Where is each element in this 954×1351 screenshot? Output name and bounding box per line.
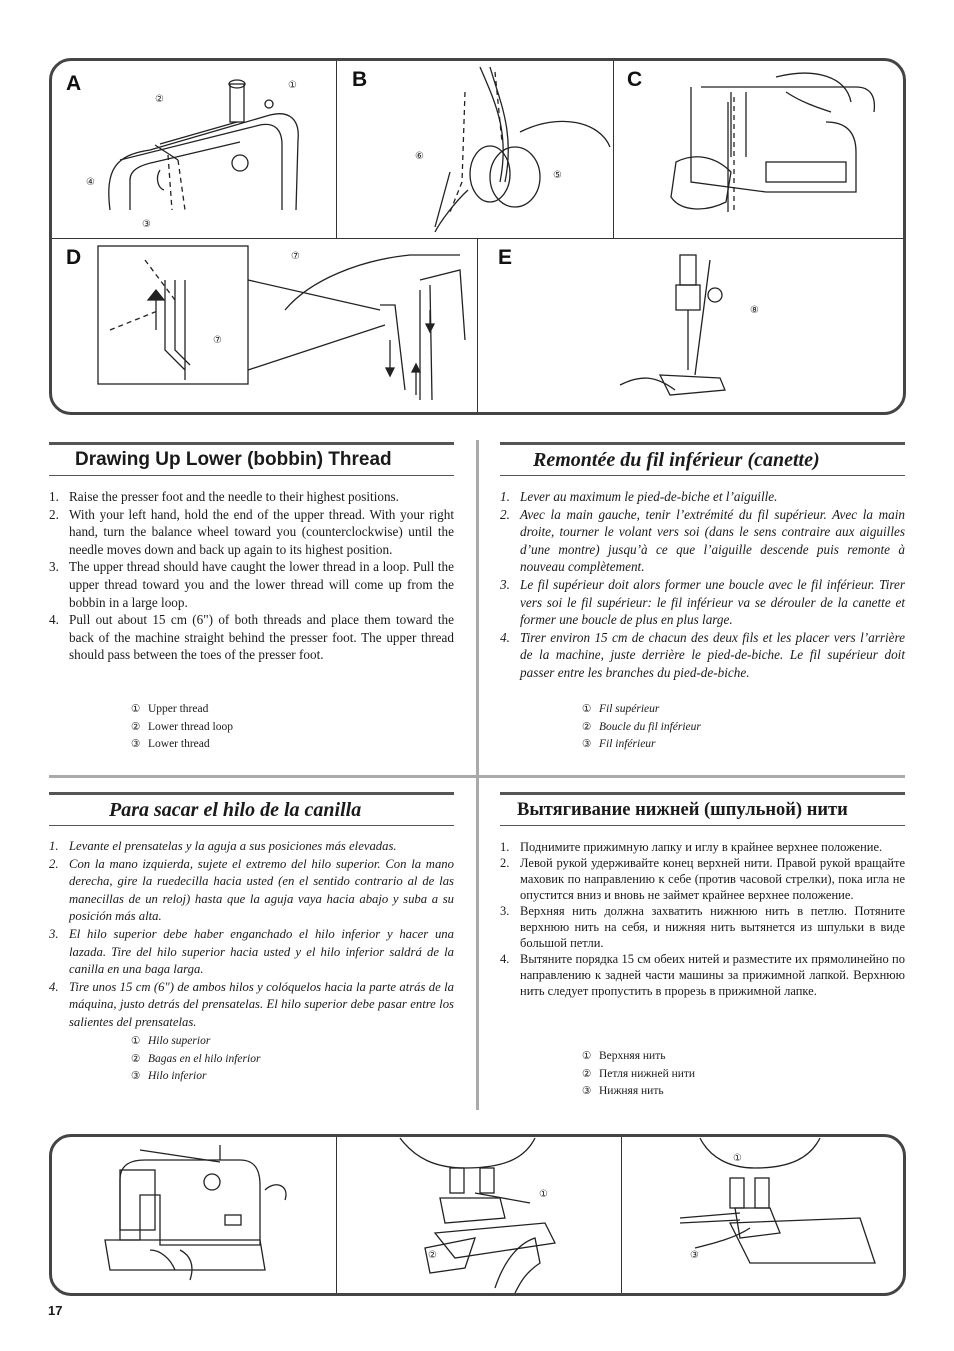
callout-legend [582,701,701,754]
callout-8: ⑧ [750,305,759,316]
instruction-steps [500,839,905,999]
step-item: 4. Pull out about 15 cm (6") of both threads and place them toward the back of the machine straight behind the presser foot. The upper thread should pass between the toes of the presser foot. [49,612,454,663]
legend-item: ② Петля нижней нити [582,1067,696,1080]
callout-7: ⑦ [213,335,222,346]
legend-item: ③ Hilo inferior [131,1070,207,1082]
callout-7: ⑦ [291,251,300,262]
instruction-steps [49,488,454,664]
legend-item: ③ Нижняя нить [582,1085,664,1097]
figure-letter-b: B [352,68,368,91]
callout-1: ① [733,1153,742,1164]
panel-divider [336,1137,337,1293]
callout-3: ③ [142,219,151,230]
step-item: 1. Levante el prensatelas y la aguja a sus posiciones más elevadas. [49,839,397,853]
callout-5: ⑤ [553,170,562,181]
step-item: 3. Le fil supérieur doit alors former une boucle avec le fil inférieur. Tirer vers soi le fil supérieur: le fil inférieur va se dérouler de la canette et former une boucle de plus en plus large. [500,576,905,628]
section-title: Вытягивание нижней (шпульной) нити [500,792,905,826]
bobbin-winder-detail-illustration [60,240,475,412]
thread-under-foot-illustration [345,1138,615,1293]
legend-item: ② Bagas en el hilo inferior [131,1052,261,1065]
callout-legend [582,1048,695,1101]
step-item: 1. Поднимите прижимную лапку и иглу в крайнее верхнее положение. [500,840,883,854]
legend-item: ① Верхняя нить [582,1050,666,1062]
callout-1: ① [539,1189,548,1200]
legend-item: ① Hilo superior [131,1035,211,1047]
figure-letter-c: C [627,68,643,91]
step-item: 2. Левой рукой удерживайте конец верхней нити. Правой рукой вращайте маховик по направлению к себе (против часовой стрелки), пока игла не опустится вниз и вновь не займет крайнее верхнее положение. [500,856,905,902]
panel-divider [336,61,337,238]
callout-4: ④ [86,177,95,188]
legend-item: ③ Fil inférieur [582,738,656,750]
instruction-steps [500,488,905,682]
step-item: 1. Raise the presser foot and the needle to their highest positions. [49,489,399,504]
tension-dial-illustration [340,62,610,237]
step-item: 3. El hilo superior debe haber enganchado el hilo inferior y hacer una lazada. Tire del hilo superior hacia usted y el hilo inferior saldrá de la canilla en una baga larga. [49,926,454,977]
figure-letter-a: A [66,72,82,95]
legend-item: ① Upper thread [131,703,209,715]
section-title: Remontée du fil inférieur (canette) [500,442,905,476]
panel-divider [621,1137,622,1293]
row-divider [49,775,905,778]
callout-2: ② [155,94,164,105]
presser-foot-illustration [600,250,800,410]
figure-letter-d: D [66,246,82,269]
section-title: Para sacar el hilo de la canilla [49,792,454,826]
callout-legend [131,1033,260,1086]
callout-3: ③ [690,1250,699,1261]
callout-1: ① [288,80,297,91]
instruction-steps [49,838,454,1032]
full-sewing-machine-illustration [100,1140,300,1290]
step-item: 2. With your left hand, hold the end of the upper thread. With your right hand, turn the balance wheel toward you (counterclockwise) until the needle moves down and back up again to its highest position. [49,506,454,557]
panel-divider [613,61,614,238]
step-item: 3. Верхняя нить должна захватить нижнюю нить в петлю. Потяните верхнюю нить на себя, и нижняя нить вытянется из шпульки в виде большой петли. [500,904,905,950]
step-item: 1. Lever au maximum le pied-de-biche et l’aiguille. [500,489,778,504]
step-item: 4. Tirer environ 15 cm de chacun des deux fils et les placer vers l’arrière de la machine, juste derrière le pied-de-biche. Le fil supérieur doit passer entre les branches du pied-de-biche. [500,629,905,680]
callout-2: ② [428,1250,437,1261]
step-item: 2. Avec la main gauche, tenir l’extrémité du fil supérieur. Avec la main droite, tourner le volant vers soi (dans le sens contraire aux aiguilles d’une montre) jusqu’à ce que l’aiguille descende puis remonte à nouveau complètement. [500,506,905,575]
threads-pulled-back-illustration [640,1138,900,1293]
legend-item: ③ Lower thread [131,738,210,750]
step-item: 4. Вытяните порядка 15 см обеих нитей и разместите их прямолинейно по направлению к задней части машины за прижимной лапкой. Верхнюю нить следует пропустить в прорезь в прижимной лапке. [500,952,905,998]
legend-item: ② Boucle du fil inférieur [582,720,701,733]
step-item: 2. Con la mano izquierda, sujete el extremo del hilo superior. Con la mano derecha, gire la ruedecilla hacia usted (en el sentido contrario al de las manecillas de un reloj) hasta que la aguja vaya hacia abajo y suba a su posición más alta. [49,856,454,924]
callout-6: ⑥ [415,151,424,162]
hand-threading-illustration [616,62,903,237]
page-number: 17 [48,1303,63,1318]
step-item: 4. Tire unos 15 cm (6") de ambos hilos y colóquelos hacia la parte atrás de la máquina, justo detrás del prensatelas. El hilo superior debe pasar entre los salientes del prensatelas. [49,979,454,1029]
section-title: Drawing Up Lower (bobbin) Thread [49,442,454,476]
callout-legend [131,701,233,754]
panel-divider [477,238,478,412]
figure-letter-e: E [498,246,513,269]
step-item: 3. The upper thread should have caught the lower thread in a loop. Pull the upper thread toward you and the lower thread will come up from the bobbin in a large loop. [49,559,454,610]
legend-item: ① Fil supérieur [582,703,660,715]
legend-item: ② Lower thread loop [131,720,233,733]
